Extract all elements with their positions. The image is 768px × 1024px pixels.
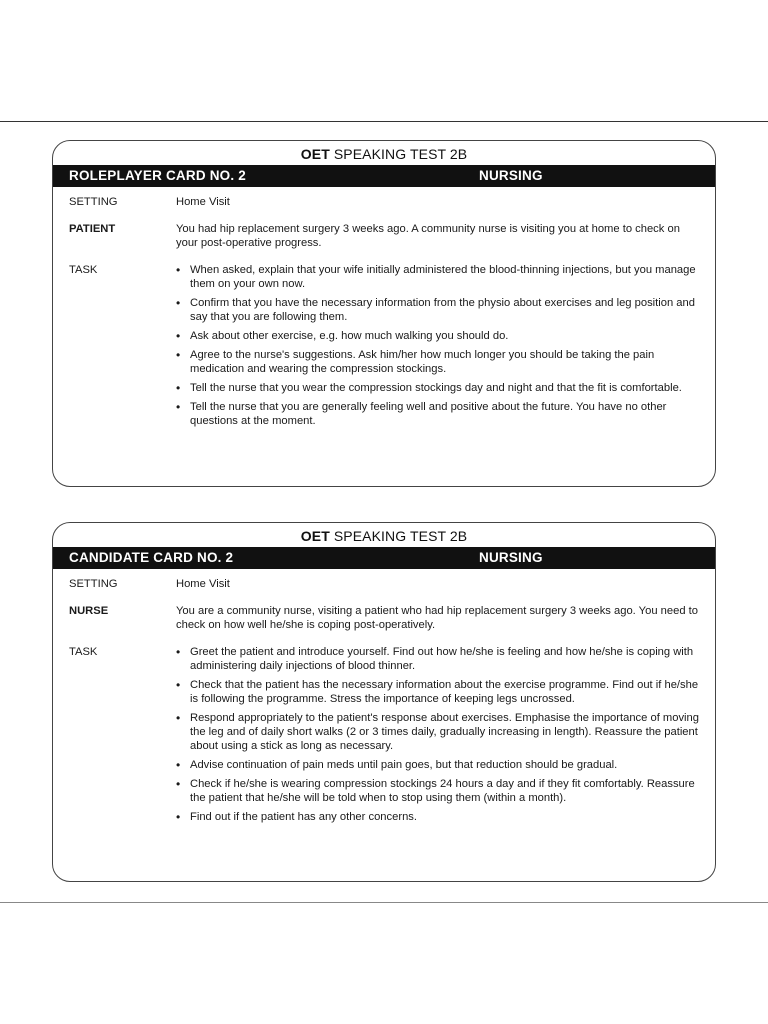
role-row (53, 222, 715, 250)
card-title (53, 141, 715, 165)
card-body (53, 569, 715, 829)
task-list (176, 645, 701, 824)
role-description: You had hip replacement surgery 3 weeks ago. A community nurse is visiting you at home to check on your post-operative progress. (176, 223, 680, 249)
card-name: ROLEPLAYER CARD NO. 2 (69, 168, 246, 183)
task-item: • Check if he/she is wearing compression stockings 24 hours a day and if they fit comfortably. Reassure the patient that he/she will be told when to stop using them (within a month). (176, 777, 701, 805)
task-label: TASK (69, 264, 98, 276)
candidate-card (52, 522, 716, 882)
card-title-brand: OET (300, 146, 330, 162)
role-label: NURSE (69, 605, 109, 617)
task-item: • Find out if the patient has any other concerns. (176, 810, 701, 824)
task-item: • Tell the nurse that you wear the compression stockings day and night and that the fit is comfortable. (176, 381, 701, 395)
task-row (53, 645, 715, 829)
card-header-bar (53, 165, 715, 187)
setting-row (53, 577, 715, 591)
bottom-divider (0, 902, 768, 903)
setting-value: Home Visit (176, 578, 230, 590)
card-header-bar (53, 547, 715, 569)
card-title-test: SPEAKING TEST 2B (333, 528, 468, 544)
roleplayer-card (52, 140, 716, 487)
setting-row (53, 195, 715, 209)
task-list (176, 263, 701, 428)
setting-label: SETTING (69, 196, 118, 208)
profession-label: NURSING (479, 168, 543, 183)
task-label: TASK (69, 646, 98, 658)
card-title (53, 523, 715, 547)
task-item: • Advise continuation of pain meds until pain goes, but that reduction should be gradual. (176, 758, 701, 772)
task-item: • Agree to the nurse's suggestions. Ask him/her how much longer you should be taking the pain medication and wearing the compression stockings. (176, 348, 701, 376)
role-row (53, 604, 715, 632)
task-item: • Respond appropriately to the patient's response about exercises. Emphasise the importance of moving the leg and of daily short walks (2 or 3 times daily, gradually increasing in length). Reassure the patient about using a stick as long as necessary. (176, 711, 701, 753)
setting-value: Home Visit (176, 196, 230, 208)
task-item: • Ask about other exercise, e.g. how much walking you should do. (176, 329, 701, 343)
profession-label: NURSING (479, 550, 543, 565)
setting-label: SETTING (69, 578, 118, 590)
role-description: You are a community nurse, visiting a patient who had hip replacement surgery 3 weeks ago. You need to check on how well he/she is coping post-operatively. (176, 605, 698, 631)
task-item: • Check that the patient has the necessary information about the exercise programme. Find out if he/she is following the programme. Stress the importance of keeping legs uncrossed. (176, 678, 701, 706)
card-title-brand: OET (300, 528, 330, 544)
task-item: • When asked, explain that your wife initially administered the blood-thinning injections, but you manage them on your own now. (176, 263, 701, 291)
card-body (53, 187, 715, 433)
task-item: • Greet the patient and introduce yourself. Find out how he/she is feeling and how he/she is coping with administering daily injections of blood thinner. (176, 645, 701, 673)
card-name: CANDIDATE CARD NO. 2 (69, 550, 234, 565)
task-row (53, 263, 715, 433)
top-divider (0, 121, 768, 122)
task-item: • Confirm that you have the necessary information from the physio about exercises and leg position and say that you are following them. (176, 296, 701, 324)
task-item: • Tell the nurse that you are generally feeling well and positive about the future. You have no other questions at the moment. (176, 400, 701, 428)
card-title-test: SPEAKING TEST 2B (333, 146, 468, 162)
role-label: PATIENT (69, 223, 116, 235)
